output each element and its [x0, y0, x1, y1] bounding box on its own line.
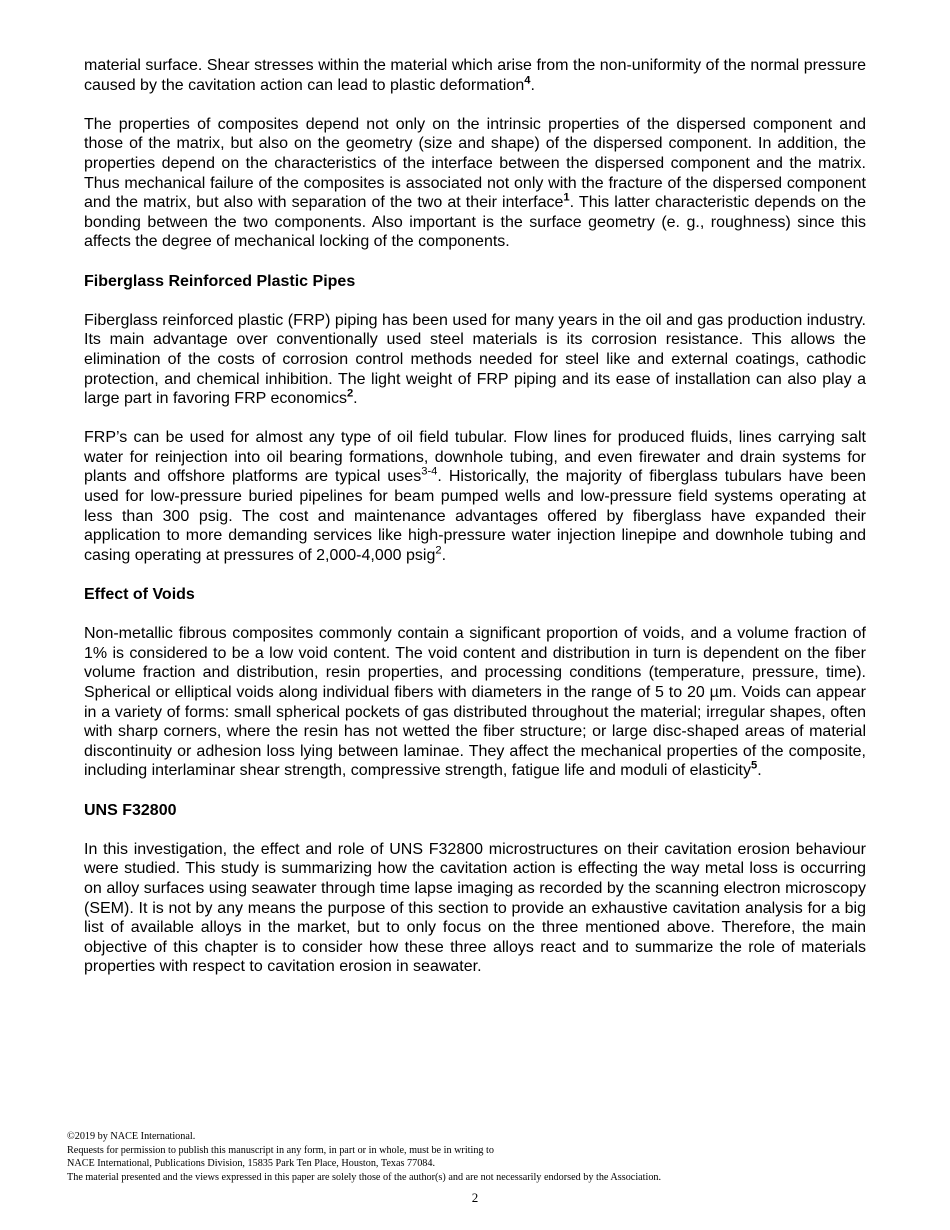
- paragraph-frp-uses: [84, 428, 866, 565]
- reference-superscript: 1: [563, 191, 570, 204]
- paragraph-text: In this investigation, the effect and role of UNS F32800 microstructures on their cavitation erosion behaviour were studied. This study is summarizing how the cavitation action is effecting the way metal loss is occurring on alloy surfaces using seawater through time lapse imaging as recorded by the scanning electron microscopy (SEM). It is not by any means the purpose of this section to provide an exhaustive cavitation analysis for a big list of available alloys in the market, but to only focus on the three mentioned above. Therefore, the main objective of this chapter is to consider how these three alloys react and to summarize the role of materials properties with respect to cavitation erosion in seawater.: [84, 840, 866, 976]
- footer-permission: Requests for permission to publish this manuscript in any form, in part or in whole, must be in writing to: [67, 1144, 494, 1156]
- section-heading-frp-pipes: Fiberglass Reinforced Plastic Pipes: [84, 272, 356, 290]
- reference-superscript: 5: [751, 760, 758, 773]
- section-heading-uns-f32800: UNS F32800: [84, 801, 177, 819]
- footer-copyright: ©2019 by NACE International.: [67, 1131, 196, 1142]
- paragraph-investigation: [84, 840, 866, 977]
- paragraph-cavitation-deformation: [84, 56, 866, 95]
- paragraph-text: material surface. Shear stresses within the material which arise from the non-uniformity of the normal pressure caused by the cavitation action can lead to plastic deformation: [84, 57, 866, 94]
- paragraph-text: Non-metallic fibrous composites commonly contain a significant proportion of voids, and a volume fraction of 1% is considered to be a low void content. The void content and distribution in turn is dependent on the fiber volume fraction and distribution, resin properties, and processing conditions (temperature, pressure, time). Spherical or elliptical voids along individual fibers with diameters in the range of 5 to 20 µm. Voids can appear in a variety of forms: small spherical pockets of gas distributed throughout the material; irregular shapes, often with sharp corners, where the resin has not wetted the fiber structure; or large disc-shaped areas of material discontinuity or adhesion loss lying between laminae. They affect the mechanical properties of the composite, including interlaminar shear strength, compressive strength, fatigue life and moduli of elasticity: [84, 625, 866, 780]
- footer-address: NACE International, Publications Division, 15835 Park Ten Place, Houston, Texas 77084.: [67, 1158, 436, 1170]
- paragraph-end: .: [353, 390, 358, 408]
- paragraph-text: FRP’s can be used for almost any type of oil field tubular. Flow lines for produced fluids, lines carrying salt water for reinjection into oil bearing formations, downhole tubing, and even firewater and drain systems for plants and offshore platforms are typical uses: [84, 429, 866, 486]
- paragraph-text-continued: . This latter characteristic depends on the bonding between the two components. Also important is the surface geometry (e. g., roughness) since this affects the degree of mechanical locking of the components.: [84, 194, 866, 251]
- page-body: [84, 56, 866, 997]
- reference-superscript: 4: [524, 74, 531, 87]
- page-number: 2: [471, 1190, 479, 1205]
- footer-disclaimer: The material presented and the views expressed in this paper are solely those of the author(s) and are not necessarily endorsed by the Association.: [67, 1171, 662, 1183]
- paragraph-voids: [84, 624, 866, 781]
- section-heading-effect-of-voids: Effect of Voids: [84, 586, 195, 604]
- paragraph-end: .: [441, 546, 447, 564]
- page-footer: [67, 1130, 887, 1184]
- paragraph-frp-piping: [84, 311, 866, 409]
- paragraph-composite-properties: [84, 115, 866, 252]
- reference-superscript: 2: [435, 544, 442, 557]
- paragraph-text-continued: . Historically, the majority of fiberglass tubulars have been used for low-pressure buried pipelines for beam pumped wells and low-pressure field systems operating at less than 300 psig. The cost and maintenance advantages offered by fiberglass have expanded their application to more demanding services like high-pressure water injection linepipe and downhole tubing and casing operating at pressures of 2,000-4,000 psig: [84, 468, 867, 564]
- reference-superscript: 3-4: [421, 466, 438, 479]
- paragraph-text: Fiberglass reinforced plastic (FRP) piping has been used for many years in the oil and gas production industry. Its main advantage over conventionally used steel materials is its corrosion resistance. This allows the elimination of the costs of corrosion control methods needed for steel like and external coatings, cathodic protection, and chemical inhibition. The light weight of FRP piping and its ease of installation can also play a large part in favoring FRP economics: [84, 311, 866, 408]
- paragraph-end: .: [757, 762, 762, 780]
- paragraph-text: The properties of composites depend not only on the intrinsic properties of the dispersed component and those of the matrix, but also on the geometry (size and shape) of the dispersed component. In addition, the properties depend on the characteristics of the interface between the dispersed component and the matrix. Thus mechanical failure of the composites is associated not only with the fracture of the dispersed component and the matrix, but also with separation of the two at their interface: [84, 115, 866, 212]
- paragraph-end: .: [530, 76, 535, 94]
- reference-superscript: 2: [346, 387, 354, 400]
